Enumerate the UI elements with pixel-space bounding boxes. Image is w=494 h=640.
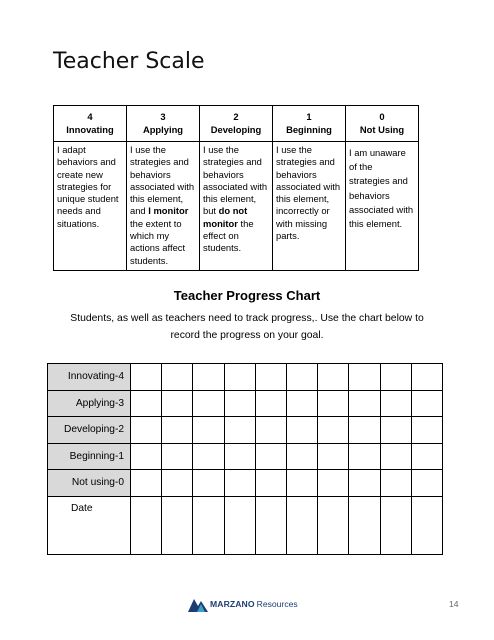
progress-cell[interactable]: [380, 364, 411, 391]
progress-cell[interactable]: [286, 417, 317, 444]
scale-label: Developing: [210, 124, 262, 135]
scale-label: Not Using: [359, 124, 405, 135]
progress-cell[interactable]: [224, 364, 255, 391]
progress-cell[interactable]: [131, 390, 162, 417]
date-cell[interactable]: [162, 496, 193, 554]
scale-number: 0: [379, 111, 385, 122]
progress-cell[interactable]: [193, 443, 224, 470]
brand-suffix: Resources: [256, 599, 298, 609]
progress-cell[interactable]: [411, 390, 442, 417]
progress-cell[interactable]: [286, 443, 317, 470]
progress-cell[interactable]: [224, 390, 255, 417]
progress-cell[interactable]: [286, 390, 317, 417]
progress-cell[interactable]: [193, 364, 224, 391]
progress-cell[interactable]: [349, 443, 380, 470]
date-cell[interactable]: [349, 496, 380, 554]
progress-cell[interactable]: [162, 390, 193, 417]
progress-row-label: Beginning-1: [48, 443, 131, 470]
progress-chart-intro: Students, as well as teachers need to track progress,. Use the chart below to record the progress on your goal.: [70, 313, 424, 341]
scale-description-row: [54, 142, 419, 271]
progress-cell[interactable]: [380, 390, 411, 417]
progress-cell[interactable]: [255, 364, 286, 391]
progress-cell[interactable]: [193, 417, 224, 444]
progress-chart-table: [47, 363, 443, 555]
description-text: the effect on students.: [203, 217, 254, 254]
progress-cell[interactable]: [286, 470, 317, 497]
progress-row: [48, 470, 443, 497]
progress-cell[interactable]: [380, 443, 411, 470]
progress-cell[interactable]: [131, 470, 162, 497]
progress-row-label: Not using-0: [48, 470, 131, 497]
progress-cell[interactable]: [255, 443, 286, 470]
progress-cell[interactable]: [411, 417, 442, 444]
progress-row: [48, 364, 443, 391]
progress-cell[interactable]: [318, 443, 349, 470]
progress-chart-title: Teacher Progress Chart: [173, 288, 321, 303]
description-emphasis: I monitor: [148, 205, 189, 217]
marzano-logo-icon: [188, 596, 208, 612]
progress-cell[interactable]: [193, 390, 224, 417]
progress-cell[interactable]: [286, 364, 317, 391]
progress-cell[interactable]: [193, 470, 224, 497]
progress-cell[interactable]: [411, 470, 442, 497]
description-not-using: [346, 142, 419, 271]
progress-cell[interactable]: [131, 443, 162, 470]
description-developing: [200, 142, 273, 271]
scale-header-row: [54, 106, 419, 142]
description-text: I adapt behaviors and create new strategies for unique student needs and situations.: [57, 144, 119, 229]
scale-header-2: [200, 106, 273, 142]
page-title: Teacher Scale: [53, 49, 205, 74]
progress-cell[interactable]: [318, 364, 349, 391]
date-cell[interactable]: [255, 496, 286, 554]
progress-cell[interactable]: [162, 417, 193, 444]
progress-row-label: Applying-3: [48, 390, 131, 417]
scale-label: Applying: [142, 124, 184, 135]
description-emphasis: do not monitor: [203, 205, 248, 229]
progress-cell[interactable]: [411, 443, 442, 470]
scale-label: Beginning: [286, 124, 332, 135]
progress-cell[interactable]: [131, 417, 162, 444]
progress-cell[interactable]: [224, 470, 255, 497]
progress-cell[interactable]: [224, 417, 255, 444]
progress-cell[interactable]: [349, 470, 380, 497]
progress-cell[interactable]: [318, 390, 349, 417]
description-text: I use the strategies and behaviors associated with this element, incorrectly or with missing parts.: [276, 144, 341, 242]
progress-cell[interactable]: [380, 417, 411, 444]
progress-cell[interactable]: [380, 470, 411, 497]
date-cell[interactable]: [193, 496, 224, 554]
progress-cell[interactable]: [349, 364, 380, 391]
description-text: the extent to which my actions affect students.: [130, 217, 186, 266]
scale-number: 1: [306, 111, 312, 122]
teacher-scale-table: [53, 105, 419, 271]
progress-cell[interactable]: [162, 364, 193, 391]
date-cell[interactable]: [411, 496, 442, 554]
date-cell[interactable]: [286, 496, 317, 554]
progress-cell[interactable]: [318, 417, 349, 444]
description-innovating: [54, 142, 127, 271]
progress-cell[interactable]: [318, 470, 349, 497]
scale-header-3: [127, 106, 200, 142]
date-cell[interactable]: [224, 496, 255, 554]
scale-header-1: [273, 106, 346, 142]
progress-cell[interactable]: [255, 417, 286, 444]
scale-number: 3: [160, 111, 166, 122]
progress-cell[interactable]: [411, 364, 442, 391]
progress-cell[interactable]: [255, 470, 286, 497]
date-cell[interactable]: [131, 496, 162, 554]
progress-row-label: Innovating-4: [48, 364, 131, 391]
progress-cell[interactable]: [224, 443, 255, 470]
scale-label: Innovating: [66, 124, 114, 135]
progress-cell[interactable]: [162, 443, 193, 470]
progress-cell[interactable]: [162, 470, 193, 497]
scale-header-4: [54, 106, 127, 142]
scale-number: 2: [233, 111, 239, 122]
progress-row: [48, 390, 443, 417]
page-number: 14: [449, 599, 459, 609]
progress-row-label: Developing-2: [48, 417, 131, 444]
progress-cell[interactable]: [349, 417, 380, 444]
date-label: Date: [48, 496, 131, 554]
date-cell[interactable]: [380, 496, 411, 554]
description-beginning: [273, 142, 346, 271]
progress-cell[interactable]: [255, 390, 286, 417]
description-text: I use the strategies and behaviors associated with this element, and: [130, 144, 195, 217]
scale-header-0: [346, 106, 419, 142]
progress-row: [48, 417, 443, 444]
progress-cell[interactable]: [349, 390, 380, 417]
description-applying: [127, 142, 200, 271]
date-cell[interactable]: [318, 496, 349, 554]
marzano-logo: [188, 596, 298, 612]
scale-number: 4: [87, 111, 93, 122]
description-text: I use the strategies and behaviors associated with this element, but: [203, 144, 268, 217]
progress-row: [48, 443, 443, 470]
description-text: I am unaware of the strategies and behaviors associated with this element.: [349, 147, 414, 230]
date-row: [48, 496, 443, 554]
brand-name: MARZANO: [210, 599, 255, 609]
progress-cell[interactable]: [131, 364, 162, 391]
